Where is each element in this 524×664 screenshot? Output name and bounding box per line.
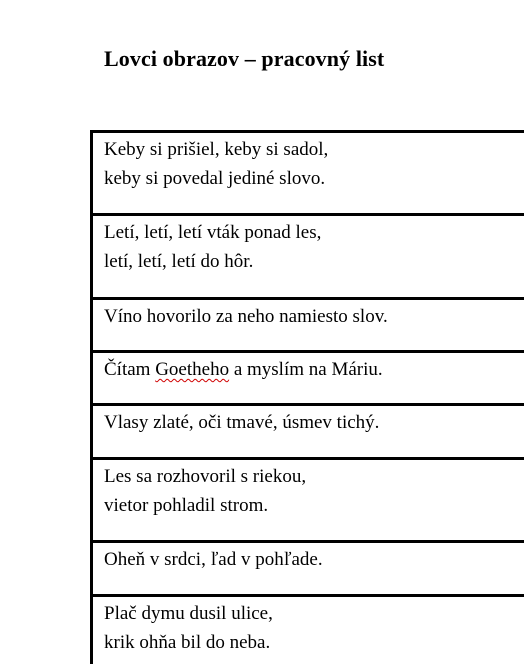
verse-line: Vlasy zlaté, oči tmavé, úsmev tichý. xyxy=(104,412,380,433)
verse-line: keby si povedal jediné slovo. xyxy=(104,168,326,189)
verse-text: a myslím na Máriu. xyxy=(229,359,383,380)
table-row xyxy=(93,300,524,353)
verse-line: Keby si prišiel, keby si sadol, xyxy=(104,139,329,160)
verse-line: letí, letí, letí do hôr. xyxy=(104,251,254,272)
verse-line: Plač dymu dusil ulice, xyxy=(104,603,273,624)
table-row xyxy=(93,543,524,597)
verse-line: Oheň v srdci, ľad v pohľade. xyxy=(104,549,323,570)
table-row xyxy=(93,597,524,664)
verse-line xyxy=(104,355,524,384)
worksheet-title: Lovci obrazov – pracovný list xyxy=(104,46,385,71)
verse-line: Letí, letí, letí vták ponad les, xyxy=(104,222,322,243)
verses-table xyxy=(90,130,524,664)
table-row xyxy=(93,460,524,543)
verse-line: Les sa rozhovoril s riekou, xyxy=(104,466,307,487)
verse-text: Čítam xyxy=(104,359,156,380)
verse-line: vietor pohladil strom. xyxy=(104,495,269,516)
spellcheck-flagged-word: Goetheho xyxy=(155,359,230,380)
table-row xyxy=(93,353,524,406)
table-row xyxy=(93,133,524,216)
verse-line: Víno hovorilo za neho namiesto slov. xyxy=(104,306,388,327)
verse-line: krik ohňa bil do neba. xyxy=(104,632,271,653)
table-row xyxy=(93,216,524,300)
table-row xyxy=(93,406,524,460)
